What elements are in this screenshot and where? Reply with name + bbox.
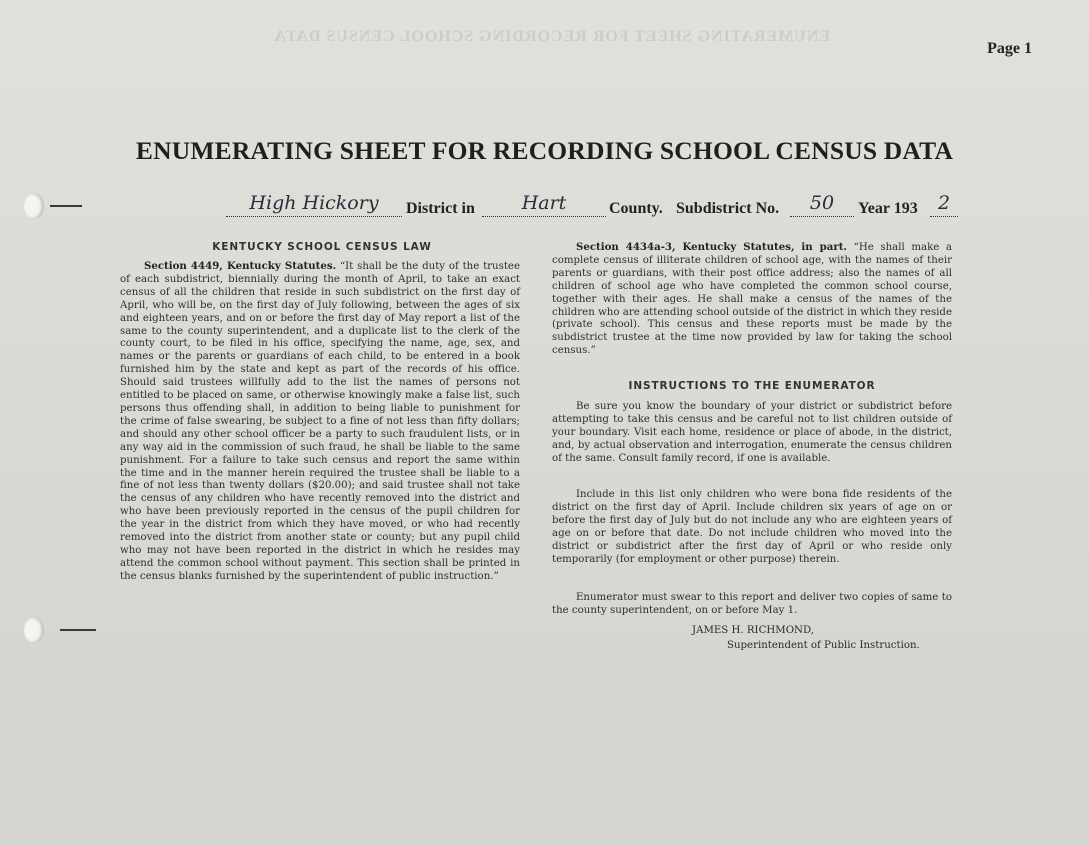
binder-hole-bottom-mark: [60, 629, 96, 631]
subdistrict-field[interactable]: 50: [790, 192, 854, 217]
census-law-heading: KENTUCKY SCHOOL CENSUS LAW: [212, 241, 432, 253]
county-field[interactable]: Hart: [482, 192, 606, 217]
county-label: County.: [609, 200, 663, 217]
signer-title: Superintendent of Public Instruction.: [727, 640, 920, 651]
year-field[interactable]: 2: [930, 192, 958, 217]
district-line: [0, 192, 1089, 224]
section-4434-text: “He shall make a complete census of illiterate children of school age, with the names of their parents or guardians, with their post office address; also the names of all children of school age who have completed the common school course, together with their ages. He shall make a census of the names of the children who are attending school outside of the district in which they reside (private school). This census and these reports must be made by the subdistrict trustee at the time now provided by law for taking the school census.”: [552, 242, 952, 357]
district-label: District in: [406, 200, 475, 217]
page-number: Page 1: [987, 40, 1032, 57]
signer-name: JAMES H. RICHMOND,: [692, 625, 815, 636]
bleed-through-text: ENUMERATING SHEET FOR RECORDING SCHOOL CENSUS DATA: [273, 28, 830, 45]
instruction-boundary: Be sure you know the boundary of your district or subdistrict before attempting to take this census and be careful not to list children outside of your boundary. Visit each home, residence or place of abode, in the district, and, by actual observation and interrogation, enumerate the census children of the same. Consult family record, if one is available.: [552, 401, 952, 464]
instruction-swear: Enumerator must swear to this report and deliver two copies of same to the county superintendent, on or before May 1.: [552, 592, 952, 616]
instruction-residency: Include in this list only children who were bona fide residents of the district on the first day of April. Include children six years of age on or before the first day of July but do not include any who are eighteen years of age on or before that date. Do not include children who moved into the district or subdistrict after the first day of April or who reside only temporarily (for employment or other purpose) therein.: [552, 489, 952, 565]
binder-hole-top: [24, 193, 44, 219]
census-law-text: “It shall be the duty of the trustee of each subdistrict, biennially during the month of April, to take an exact census of all the children that reside in such subdistrict on the first day of April, who will be, on the first day of July following, between the ages of six and eighteen years, and on or before the first day of May report a list of the same to the county superintendent, and a duplicate list to the clerk of the county court, to be filed in his office, specifying the name, age, sex, and names or the parents or guardians of each child, to be entered in a book furnished him by the state and kept as part of the records of his office. Should said trustees willfully add to the list the names of persons not entitled to be placed on same, or otherwise knowingly make a false list, such persons thus offending shall, in addition to being liable to punishment for the crime of false swearing, be subject to a fine of not less than fifty dollars; and should any other school officer be a party to such fraudulent lists, or in any way aid in the commission of such fraud, he shall be liable to the same punishment. For a failure to take such census and report the same within the time and in the manner herein required the trustee shall be liable to a fine of not less than twenty dollars ($20.00); and said trustee shall not take the census of any children who have recently removed into the district and who have been previously reported in the census of the pupil children for the year in the district from which they have moved, or who had recently removed into the district from another state or county; but any pupil child who may not have been reported in the district in which he resides may attend the common school without payment. This section shall be printed in the census blanks furnished by the superintendent of public instruction.”: [120, 261, 520, 582]
section-4449-ref: Section 4449, Kentucky Statutes.: [144, 260, 337, 272]
instructions-heading: INSTRUCTIONS TO THE ENUMERATOR: [628, 380, 876, 392]
district-field[interactable]: High Hickory: [226, 192, 402, 217]
subdistrict-label: Subdistrict No.: [676, 200, 780, 217]
section-4434-ref: Section 4434a-3, Kentucky Statutes, in part.: [576, 241, 847, 253]
binder-hole-bottom: [24, 617, 44, 643]
page-title: ENUMERATING SHEET FOR RECORDING SCHOOL CENSUS DATA: [135, 136, 954, 165]
census-law-paragraph: [120, 260, 520, 584]
section-4434-paragraph: [552, 241, 952, 358]
binder-hole-top-mark: [50, 205, 82, 207]
year-label: Year 193: [858, 200, 918, 217]
